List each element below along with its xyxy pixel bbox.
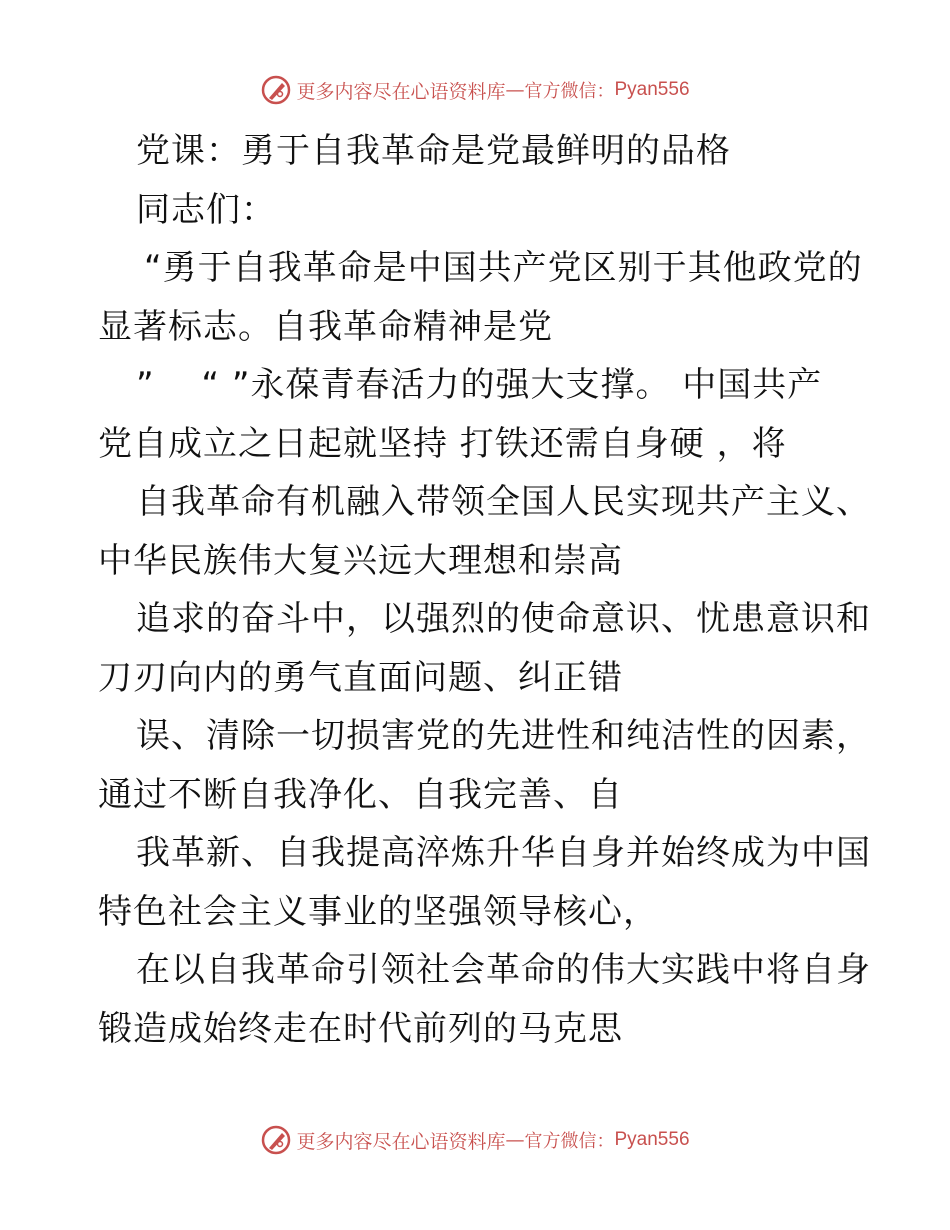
footer-watermark-banner: [0, 1120, 950, 1160]
banner-wechat-id: Pyan556: [614, 79, 690, 100]
banner-wechat-label: 官方微信：: [524, 81, 615, 102]
paragraph-line: 在以自我革命引领社会革命的伟大实践中将自身: [136, 950, 871, 990]
paragraph-line: 锻造成始终走在时代前列的马克思: [98, 1008, 623, 1049]
header-watermark-banner: [0, 70, 950, 110]
paragraph-line: 误、清除一切损害党的先进性和纯洁性的因素，: [136, 716, 871, 756]
pen-logo-icon: [260, 74, 292, 106]
banner-tagline: 更多内容尽在心语资料库: [296, 1130, 506, 1153]
document-body: [98, 122, 871, 1058]
paragraph-line: 追求的奋斗中，以强烈的使命意识、忧患意识和: [136, 599, 871, 639]
paragraph-line: 特色社会主义事业的坚强领导核心，: [98, 891, 658, 932]
paragraph-line: 显著标志。自我革命精神是党: [98, 306, 553, 347]
banner-wechat-label: 官方微信：: [524, 1131, 615, 1152]
paragraph-line: 我革新、自我提高淬炼升华自身并始终成为中国: [136, 833, 871, 873]
banner-separator: —: [505, 79, 525, 101]
paragraph-line: 刀刃向内的勇气直面问题、纠正错: [98, 657, 623, 698]
paragraph-line: 中华民族伟大复兴远大理想和崇高: [98, 540, 623, 581]
paragraph-line: 自我革命有机融入带领全国人民实现共产主义、: [136, 482, 871, 522]
banner-separator: —: [505, 1129, 525, 1151]
paragraph-line: ” “ ”永葆青春活力的强大支撑。 中国共产: [136, 365, 823, 405]
pen-logo-icon: [260, 1124, 292, 1156]
paragraph-line: 党自成立之日起就坚持 打铁还需自身硬 ，将: [98, 423, 787, 464]
banner-tagline: 更多内容尽在心语资料库: [296, 80, 506, 103]
document-title: 党课：勇于自我革命是党最鲜明的品格: [136, 131, 731, 171]
banner-wechat-id: Pyan556: [614, 1129, 690, 1150]
paragraph-line: “勇于自我革命是中国共产党区别于其他政党的: [144, 248, 863, 288]
paragraph-line: 通过不断自我净化、自我完善、自: [98, 774, 623, 815]
salutation: 同志们：: [136, 189, 276, 230]
